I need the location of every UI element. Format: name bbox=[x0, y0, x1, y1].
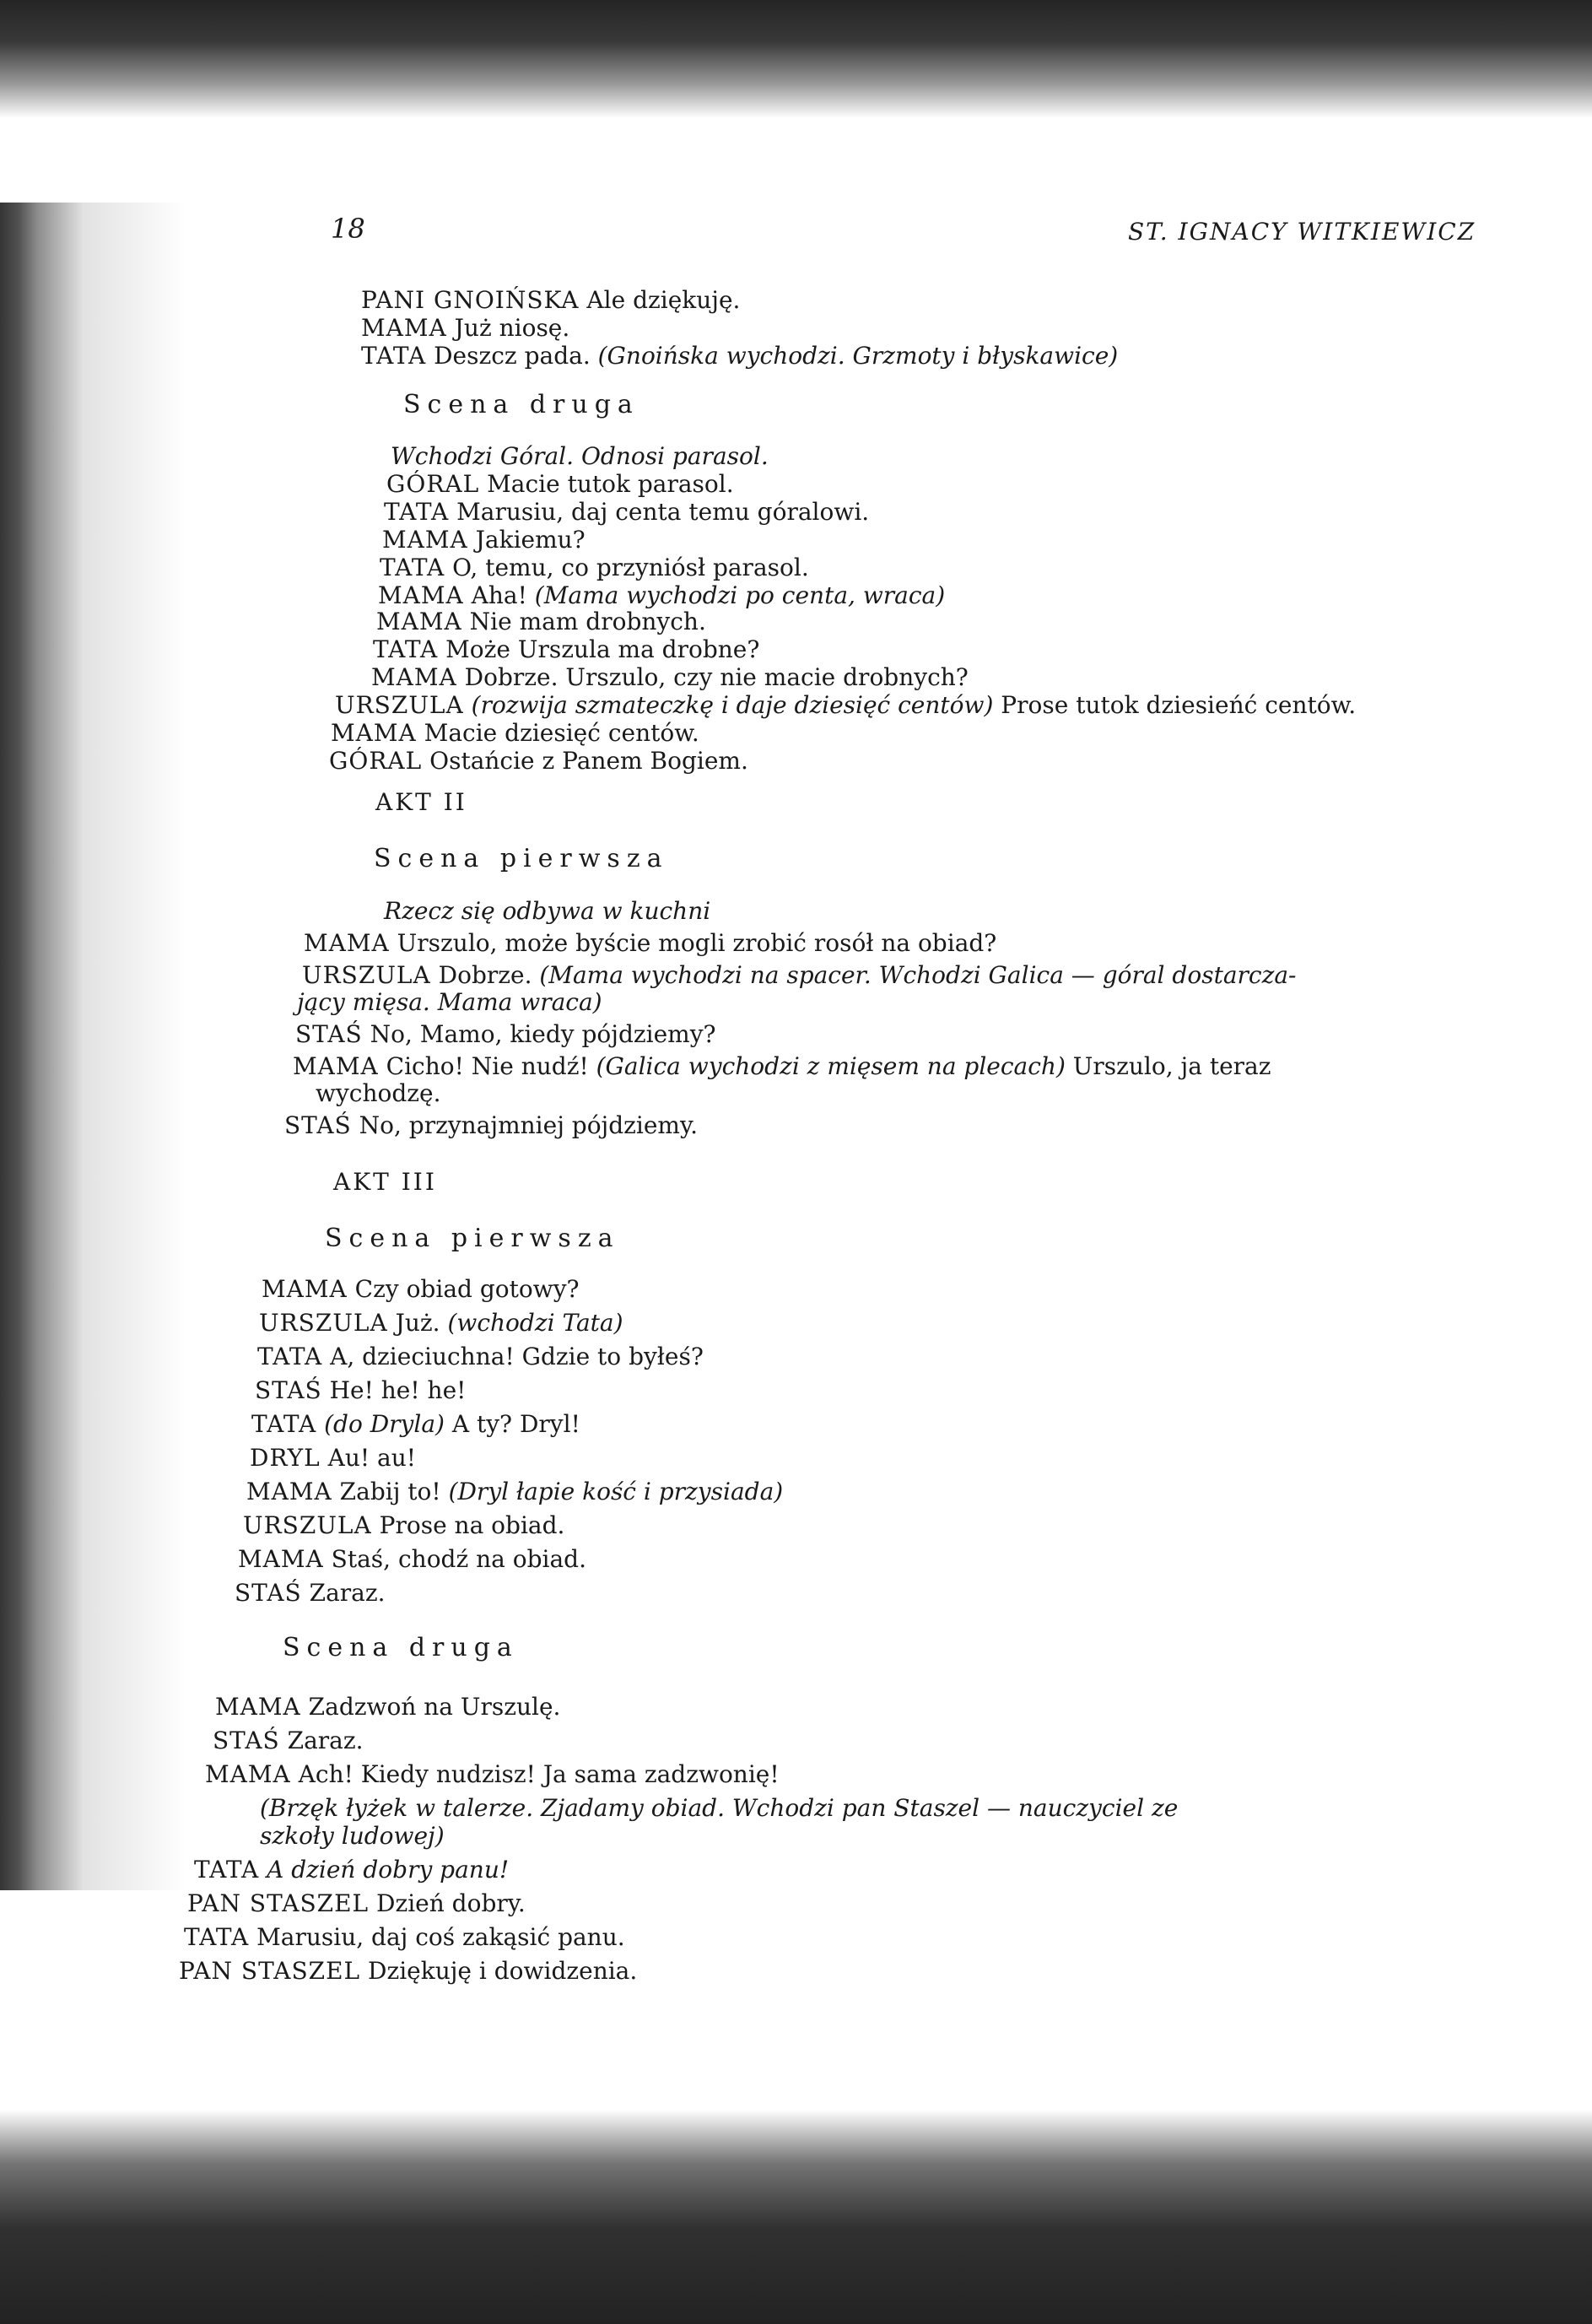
dialogue-line: TATA O, temu, co przyniósł parasol. bbox=[380, 554, 809, 581]
dialogue-line: MAMA Czy obiad gotowy? bbox=[262, 1275, 580, 1303]
dialogue-line: MAMA Zadzwoń na Urszulę. bbox=[215, 1693, 561, 1721]
stage-direction: Rzecz się odbywa w kuchni bbox=[384, 897, 711, 925]
act-heading: AKT III bbox=[333, 1168, 437, 1196]
dialogue-line: GÓRAL Macie tutok parasol. bbox=[386, 470, 734, 498]
dialogue-line: PAN STASZEL Dziękuję i dowidzenia. bbox=[179, 1957, 638, 1985]
page-number: 18 bbox=[331, 213, 365, 245]
dialogue-line: MAMA Staś, chodź na obiad. bbox=[238, 1545, 587, 1573]
dialogue-line: MAMA Już niosę. bbox=[361, 314, 570, 342]
dialogue-line: TATA (do Dryla) A ty? Dryl! bbox=[251, 1410, 580, 1438]
stage-direction: Wchodzi Góral. Odnosi parasol. bbox=[391, 442, 769, 470]
dialogue-line: TATA Może Urszula ma drobne? bbox=[373, 635, 760, 663]
dialogue-line: PANI GNOIŃSKA Ale dziękuję. bbox=[361, 286, 741, 314]
scene-heading: Scena druga bbox=[403, 390, 639, 419]
dialogue-line: TATA Marusiu, daj centa temu góralowi. bbox=[384, 498, 870, 526]
dialogue-line: TATA A dzień dobry panu! bbox=[194, 1856, 510, 1884]
dialogue-line: szkoły ludowej) bbox=[260, 1822, 445, 1850]
dialogue-line: STAŚ He! he! he! bbox=[255, 1376, 467, 1404]
dialogue-line: MAMA Zabij to! (Dryl łapie kość i przysiada) bbox=[246, 1478, 784, 1505]
dialogue-line: MAMA Dobrze. Urszulo, czy nie macie drobnych? bbox=[371, 663, 969, 691]
scan-edge-top bbox=[0, 0, 1592, 118]
dialogue-line: MAMA Cicho! Nie nudź! (Galica wychodzi z mięsem na plecach) Urszulo, ja teraz bbox=[293, 1052, 1271, 1080]
dialogue-line: URSZULA Już. (wchodzi Tata) bbox=[259, 1309, 623, 1337]
scan-edge-bottom bbox=[0, 2110, 1592, 2324]
dialogue-line: (Brzęk łyżek w talerze. Zjadamy obiad. Wchodzi pan Staszel — nauczyciel ze bbox=[260, 1794, 1179, 1822]
dialogue-line: URSZULA Prose na obiad. bbox=[243, 1511, 565, 1539]
dialogue-line: URSZULA (rozwija szmateczkę i daje dziesięć centów) Prose tutok dziesieńć centów. bbox=[335, 691, 1357, 719]
scene-heading: Scena druga bbox=[283, 1633, 519, 1662]
running-head: ST. IGNACY WITKIEWICZ bbox=[1128, 218, 1476, 246]
scene-heading: Scena pierwsza bbox=[374, 844, 669, 873]
dialogue-line: STAŚ No, Mamo, kiedy pójdziemy? bbox=[295, 1020, 716, 1048]
dialogue-line: wychodzę. bbox=[316, 1079, 441, 1107]
dialogue-line: TATA Marusiu, daj coś zakąsić panu. bbox=[184, 1923, 625, 1951]
dialogue-line: MAMA Ach! Kiedy nudzisz! Ja sama zadzwonię! bbox=[205, 1760, 780, 1788]
dialogue-line: GÓRAL Ostańcie z Panem Bogiem. bbox=[329, 747, 748, 775]
dialogue-line: MAMA Jakiemu? bbox=[382, 526, 586, 554]
dialogue-line: DRYL Au! au! bbox=[250, 1444, 417, 1472]
dialogue-line: URSZULA Dobrze. (Mama wychodzi na spacer. Wchodzi Galica — góral dostarcza- bbox=[302, 961, 1297, 989]
dialogue-line: STAŚ Zaraz. bbox=[235, 1579, 386, 1607]
dialogue-line: MAMA Nie mam drobnych. bbox=[376, 608, 706, 635]
dialogue-line: MAMA Macie dziesięć centów. bbox=[331, 719, 699, 747]
dialogue-line: MAMA Urszulo, może byście mogli zrobić rosół na obiad? bbox=[304, 929, 997, 957]
dialogue-line: TATA Deszcz pada. (Gnoińska wychodzi. Grzmoty i błyskawice) bbox=[361, 342, 1119, 370]
act-heading: AKT II bbox=[375, 788, 467, 816]
dialogue-line: PAN STASZEL Dzień dobry. bbox=[187, 1889, 526, 1917]
dialogue-line: STAŚ Zaraz. bbox=[213, 1727, 364, 1754]
dialogue-line: MAMA Aha! (Mama wychodzi po centa, wraca) bbox=[378, 581, 946, 609]
dialogue-line: jący mięsa. Mama wraca) bbox=[297, 988, 602, 1016]
dialogue-line: TATA A, dzieciuchna! Gdzie to byłeś? bbox=[257, 1343, 704, 1370]
scan-edge-left bbox=[0, 203, 186, 1890]
scene-heading: Scena pierwsza bbox=[325, 1224, 620, 1253]
dialogue-line: STAŚ No, przynajmniej pójdziemy. bbox=[284, 1111, 698, 1139]
